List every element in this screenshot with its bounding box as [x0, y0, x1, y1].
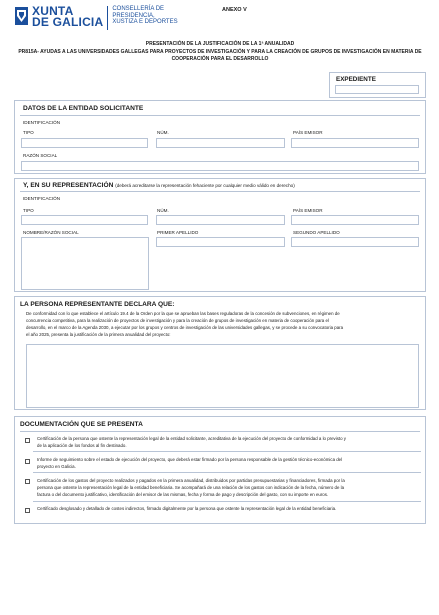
entidad-pais-label: PAÍS EMISOR: [293, 130, 323, 135]
declara-text-line1: De conformidad con lo que establece el artículo 19.4 de la Orden por la que se aprueban las bases reguladoras de la concesión de subvenciones, en régimen de: [26, 311, 340, 316]
rep-num-label: NÚM.: [157, 208, 169, 213]
doc-checkbox[interactable]: [25, 459, 30, 464]
doc-checkbox[interactable]: [25, 438, 30, 443]
doc-item-4-line1: Certificado desglosado y detallado de costes indirectos, firmado digitalmente por la persona que ostente la representación legal de la entidad beneficiaria.: [37, 506, 337, 511]
documentacion-title: DOCUMENTACIÓN QUE SE PRESENTA: [20, 421, 143, 428]
rep-apellido1-input[interactable]: [156, 237, 285, 247]
doc-item-3-line2: persona que ostente la representación legal de la entidad beneficiaria. Se acompañará de una relación de los gastos con indicación de la fecha, número de la: [37, 485, 345, 490]
entidad-tipo-input[interactable]: [21, 138, 148, 148]
annex-label: ANEXO V: [222, 7, 247, 13]
doc-item-2-line1: Informe de seguimiento sobre el estado de ejecución del proyecto, que deberá estar firmado por la persona responsable de la gestión técnico-económica del: [37, 457, 343, 462]
divider: [20, 191, 420, 192]
rep-pais-input[interactable]: [291, 215, 419, 225]
declara-title: LA PERSONA REPRESENTANTE DECLARA QUE:: [20, 301, 175, 308]
doc-checkbox[interactable]: [25, 479, 30, 484]
expediente-label: EXPEDIENTE: [336, 76, 376, 83]
rep-tipo-input[interactable]: [21, 215, 148, 225]
expediente-box: [329, 72, 426, 98]
xunta-logo: [14, 6, 178, 30]
divider: [20, 115, 420, 116]
documentacion-section: [14, 416, 426, 524]
doc-item-2-line2: proyecto en Galicia.: [37, 464, 76, 469]
form-subtitle-line2: COOPERACIÓN PARA EL DESARROLLO: [171, 56, 269, 62]
logo-xunta-line2: DE GALICIA: [32, 15, 104, 29]
rep-num-input[interactable]: [156, 215, 285, 225]
doc-checkbox[interactable]: [25, 508, 30, 513]
declara-text-line3: desarrollo, en el marco de la Agenda 2030, a ejecutar por los grupos y centros de investigación de las universidades gallegas, y se procede a su convocatoria para: [26, 325, 344, 330]
divider: [33, 472, 421, 473]
doc-item-3-line3: factura o del documento justificativo, identificación del emisor de las mismas, fecha y forma de pago y descripción del gasto, con su importe en euros.: [37, 492, 329, 497]
xunta-emblem-icon: [14, 6, 29, 26]
entidad-title: DATOS DE LA ENTIDAD SOLICITANTE: [23, 105, 144, 112]
entidad-razon-input[interactable]: [21, 161, 419, 171]
declara-textarea[interactable]: [26, 344, 419, 408]
doc-item-3-line1: Certificación de los gastos del proyecto realizados y pagados en la primera anualidad, distribuidos por partidas presupuestarias y financiadores, firmada por la: [37, 478, 345, 483]
doc-item-1-line1: Certificación de la persona que ostente la representación legal de la entidad solicitante, acreditativa de la ejecución del proyecto de conformidad a lo previsto y: [37, 436, 346, 441]
declara-section: [14, 296, 426, 410]
rep-nombre-label: NOMBRE/RAZÓN SOCIAL: [23, 230, 79, 235]
declara-text-line4: el año 2025, presenta la justificación de la primera anualidad del proyecto:: [26, 332, 171, 337]
rep-apellido2-input[interactable]: [291, 237, 419, 247]
rep-tipo-label: TIPO: [23, 208, 34, 213]
divider: [33, 451, 421, 452]
entidad-razon-label: RAZÓN SOCIAL: [23, 153, 58, 158]
entidad-pais-input[interactable]: [291, 138, 419, 148]
representacion-title: [23, 182, 295, 189]
logo-conselleria-line3: XUSTIZA E DEPORTES: [112, 19, 178, 25]
rep-apellido2-label: SEGUNDO APELLIDO: [293, 230, 340, 235]
divider: [33, 501, 421, 502]
form-title: PRESENTACIÓN DE LA JUSTIFICACIÓN DE LA 1ª ANUALIDAD: [145, 41, 295, 47]
logo-conselleria-line1: CONSELLERÍA DE: [112, 6, 165, 12]
logo-xunta-line1: XUNTA: [32, 4, 74, 18]
representacion-section: [14, 178, 426, 292]
rep-pais-label: PAÍS EMISOR: [293, 208, 323, 213]
rep-identificacion-label: IDENTIFICACIÓN: [23, 196, 61, 201]
divider: [20, 431, 420, 432]
expediente-input[interactable]: [335, 85, 419, 94]
entidad-section: [14, 100, 426, 174]
rep-apellido1-label: PRIMER APELLIDO: [157, 230, 199, 235]
doc-item-1-line2: de la aplicación de los fondos al fin destinado.: [37, 443, 127, 448]
representacion-title-text: Y, EN SU REPRESENTACIÓN: [23, 182, 114, 189]
logo-separator: [107, 6, 108, 30]
entidad-identificacion-label: IDENTIFICACIÓN: [23, 120, 61, 125]
entidad-num-label: NÚM.: [157, 130, 169, 135]
entidad-tipo-label: TIPO: [23, 130, 34, 135]
declara-text-line2: concurrencia competitiva, para la realización de proyectos de investigación y para la creación de grupos de investigación en materia de cooperación para el: [26, 318, 329, 323]
rep-nombre-input[interactable]: [21, 237, 149, 290]
logo-conselleria-line2: PRESIDENCIA,: [112, 12, 155, 19]
representacion-note: (deberá acreditarse la representación fehaciente por cualquier medio válido en derecho): [115, 183, 295, 188]
entidad-num-input[interactable]: [156, 138, 285, 148]
form-subtitle-line1: PR815A- AYUDAS A LAS UNIVERSIDADES GALLEGAS PARA PROYECTOS DE INVESTIGACIÓN Y PARA LA CREACIÓN DE GRUPOS DE INVESTIGACIÓN EN MATERIA DE: [18, 49, 422, 55]
